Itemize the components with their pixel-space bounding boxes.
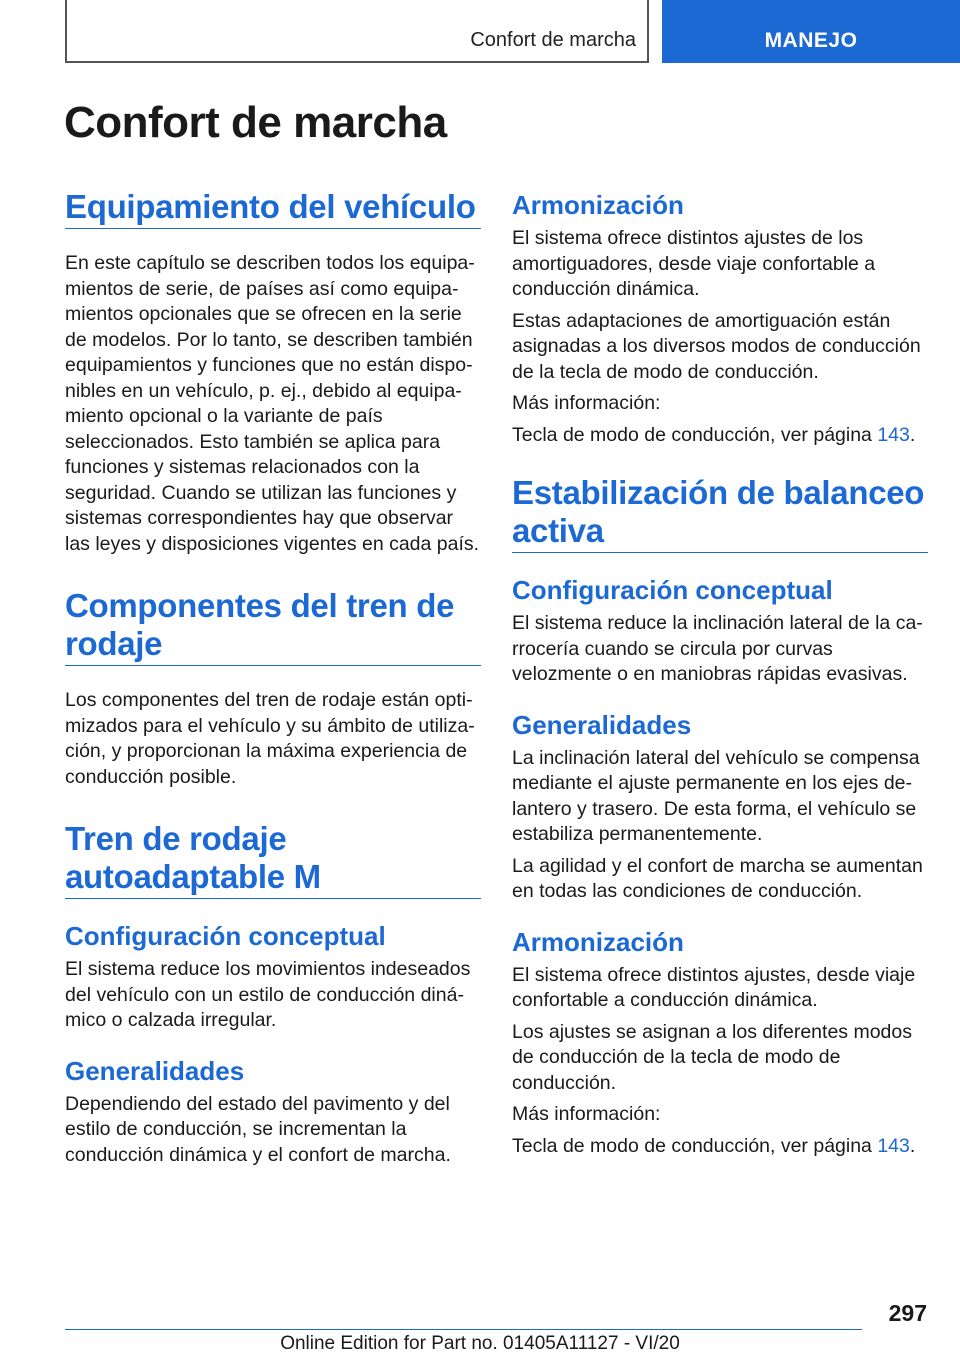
subsection-armonizacion-title-2: Armonización <box>512 926 684 957</box>
armonizacion-more-info: Más información: <box>512 392 661 414</box>
generalidades-text-2b: La agilidad y el confort de marcha se aumentan en todas las condiciones de conducción. <box>512 854 923 902</box>
armonizacion2-text-2: Los ajustes se asignan a los diferentes modos de conducción de la tecla de modo de conducción. <box>512 1020 912 1094</box>
subsection-configuracion-title-2: Configuración conceptual <box>512 575 833 605</box>
subsection-configuracion-text: El sistema reduce los movimientos indeseados del vehículo con un estilo de conducción dinámico o calzada irregular. <box>65 958 471 1031</box>
right-column <box>512 190 928 1165</box>
section-componentes-title: Componentes del tren de rodaje <box>65 587 481 666</box>
reference-text-2: Tecla de modo de conducción, ver página <box>512 1134 878 1157</box>
armonizacion-text-1: El sistema ofrece distintos ajustes de los amortiguadores, desde viaje confortable a conducción dinámica. <box>512 227 876 300</box>
section-equipamiento-text: En este capítulo se describen todos los equipamientos de serie, de países así como equipamientos opcionales que se ofrecen en la serie de modelos. Por lo tanto, se describen también equipamientos y funciones que no están disponibles en un vehículo, p. ej., debido al equipamiento opcional o la variante de país seleccionados. Esto también se aplica para funciones y sistemas relacionados con la seguridad. Cuando se utilizan las funciones y sistemas correspondientes hay que observar las leyes y disposiciones vigentes en cada país. <box>65 252 480 555</box>
armonizacion-reference: Tecla de modo de conducción, ver página 143. <box>512 423 916 446</box>
header-chapter-tab: MANEJO <box>662 0 960 63</box>
generalidades-text-2a: La inclinación lateral del vehículo se compensa mediante el ajuste permanente en los ejes delantero y trasero. De esta forma, el vehículo se estabiliza permanentemente. <box>512 746 920 845</box>
footer-divider <box>65 1329 862 1330</box>
configuracion-text-2: El sistema reduce la inclinación lateral de la carrocería cuando se circula por curvas velozmente o en maniobras rápidas evasivas. <box>512 612 923 685</box>
subsection-generalidades-title-2: Generalidades <box>512 709 692 740</box>
header-section-title: Confort de marcha <box>470 29 636 51</box>
section-equipamiento-title: Equipamiento del vehículo <box>65 188 481 229</box>
section-componentes-text: Los componentes del tren de rodaje están optimizados para el vehículo y su ámbito de utilización, y proporcionan la máxima experiencia de conducción posible. <box>65 689 475 788</box>
page-reference-link-2[interactable]: 143 <box>877 1134 910 1157</box>
section-estabilizacion-title: Estabilización de balanceo activa <box>512 474 928 553</box>
page-number: 297 <box>888 1300 927 1326</box>
subsection-configuracion-title: Configuración conceptual <box>65 921 386 951</box>
left-column <box>65 188 481 1174</box>
footer-edition: Online Edition for Part no. 01405A11127 - VI/20 <box>280 1333 680 1354</box>
section-tren-title: Tren de rodaje autoadaptable M <box>65 820 481 899</box>
reference-text: Tecla de modo de conducción, ver página <box>512 423 878 446</box>
subsection-generalidades-title: Generalidades <box>65 1055 245 1086</box>
armonizacion2-more-info: Más información: <box>512 1103 661 1125</box>
page-title: Confort de marcha <box>64 98 447 147</box>
armonizacion2-text-1: El sistema ofrece distintos ajustes, desde viaje confortable a conducción dinámica. <box>512 963 916 1011</box>
subsection-armonizacion-title: Armonización <box>512 190 684 220</box>
armonizacion-text-2: Estas adaptaciones de amortiguación están asignadas a los diversos modos de conducción de la tecla de modo de conducción. <box>512 309 921 383</box>
page-reference-link[interactable]: 143 <box>877 423 910 446</box>
armonizacion2-reference: Tecla de modo de conducción, ver página 143. <box>512 1134 916 1157</box>
subsection-generalidades-text: Dependiendo del estado del pavimento y del estilo de conducción, se incrementan la conducción dinámica y el confort de marcha. <box>65 1092 451 1166</box>
